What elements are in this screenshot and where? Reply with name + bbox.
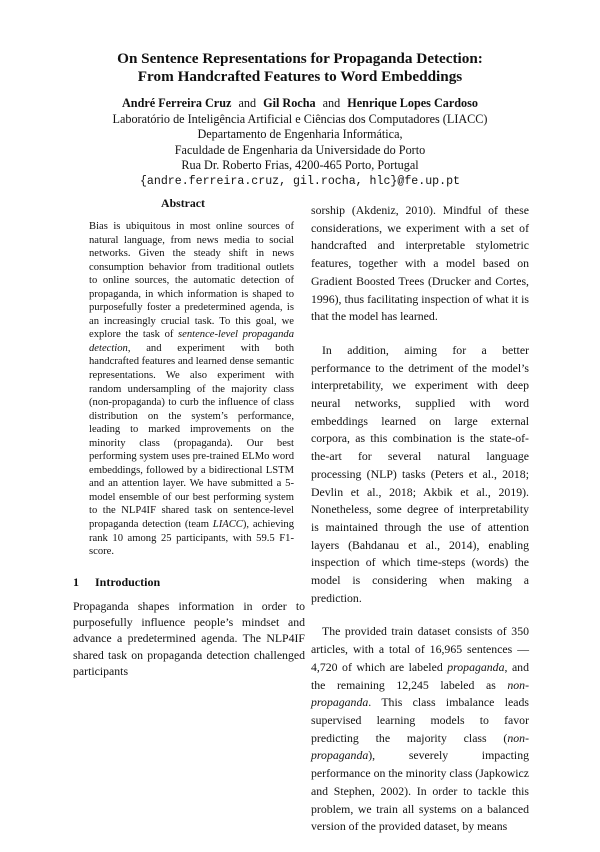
section-number: 1	[73, 574, 79, 589]
author-name: Henrique Lopes Cardoso	[347, 96, 478, 110]
author-emails: {andre.ferreira.cruz, gil.rocha, hlc}@fe.up.pt	[139, 174, 461, 188]
paper-header	[0, 50, 600, 189]
affiliation-line: Laboratório de Inteligência Artificial e Ciências dos Computadores (LIACC)	[112, 111, 488, 126]
body-text-part: . This class imbalance leads supervised learning models to favor predicting the majority class (	[311, 695, 529, 745]
section-title: Introduction	[95, 574, 161, 589]
abstract-heading: Abstract	[161, 196, 205, 210]
body-emphasis: non-propaganda	[311, 677, 529, 710]
affiliation-line: Rua Dr. Roberto Frias, 4200-465 Porto, Portugal	[181, 158, 419, 172]
body-paragraph	[311, 623, 529, 835]
affiliation-line: Faculdade de Engenharia da Universidade do Porto	[174, 142, 426, 157]
abstract-emphasis: sentence-level propaganda detection	[89, 329, 294, 354]
body-text-part: , and the remaining 12,245 labeled as	[311, 659, 529, 692]
body-paragraph: In addition, aiming for a better performance to the detriment of the model’s interpretability, we experiment with deep neural networks, supplied with word embeddings learned on large external corpora, as this combination is the state-of-the-art for several natural language processing (NLP) tasks (Peters et al., 2018; Devlin et al., 2018; Akbik et al., 2019). Nonetheless, some degree of interpretability is maintained through the use of attention layers (Bahdanau et al., 2014), enabling inspection of which time-steps (words) the model is considering when making a prediction.	[311, 342, 529, 605]
body-text-part: The provided train dataset consists of 350 articles, with a total of 16,965 sentences — 4,720 of which are labeled	[311, 624, 529, 674]
section-heading	[73, 575, 293, 589]
abstract-text-part: , and experiment with both handcrafted features and learned dense semantic representations. We also experiment with random undersampling of the majority class (non-propaganda) to curb the influence of class distribution on the system’s performance, leading to marked improvements on the minority class (propaganda). Our best performing system uses pre-trained ELMo word embeddings, followed by a bidirectional LSTM and an attention layer. We have submitted a 5-model ensemble of our best performing system to the NLP4IF shared task on sentence-level propaganda detection (team	[89, 342, 295, 531]
title-line: On Sentence Representations for Propaganda Detection:	[117, 50, 483, 67]
abstract-text-part: ), achieving rank 10 among 25 participants, with 59.5 F1-score.	[89, 519, 294, 558]
intro-paragraph: Propaganda shapes information in order to purposefully influence people’s mindset and advance a predetermined agenda. The NLP4IF shared task on propaganda detection challenged participants	[73, 598, 305, 679]
left-column	[73, 196, 305, 680]
title-line: From Handcrafted Features to Word Embeddings	[137, 68, 463, 85]
body-emphasis: non-propaganda	[311, 730, 529, 763]
author-name: André Ferreira Cruz	[121, 96, 232, 110]
author-list	[0, 96, 600, 112]
author-name: Gil Rocha	[263, 96, 316, 110]
abstract-text	[89, 220, 294, 559]
abstract-text-part: Bias is ubiquitous in most online sources of natural language, from news media to social networks. Given the steady shift in news consumption behavior from traditional outlets to online sources, the automatic detection of propaganda, in which information is shaped to purposefully foster a predetermined agenda, is an increasingly crucial task. To this goal, we explore the task of	[89, 221, 294, 341]
body-paragraph: sorship (Akdeniz, 2010). Mindful of these considerations, we experiment with a set of handcrafted and interpretable stylometric features, together with a model based on Gradient Boosted Trees (Drucker and Cortes, 1996), thus facilitating inspection of what it is that the model has learned.	[311, 203, 529, 324]
author-separator: and	[322, 96, 341, 110]
body-text-part: ), severely impacting performance on the minority class (Japkowicz and Stephen, 2002). In order to tackle this problem, we train all systems on a balanced version of the provided dataset, by means	[311, 748, 529, 834]
right-column	[311, 202, 529, 852]
abstract-emphasis: LIACC	[212, 519, 243, 531]
body-emphasis: propaganda	[447, 659, 505, 674]
paper-title	[0, 50, 600, 86]
affiliation-line: Departamento de Engenharia Informática,	[197, 127, 403, 141]
author-separator: and	[238, 96, 257, 110]
